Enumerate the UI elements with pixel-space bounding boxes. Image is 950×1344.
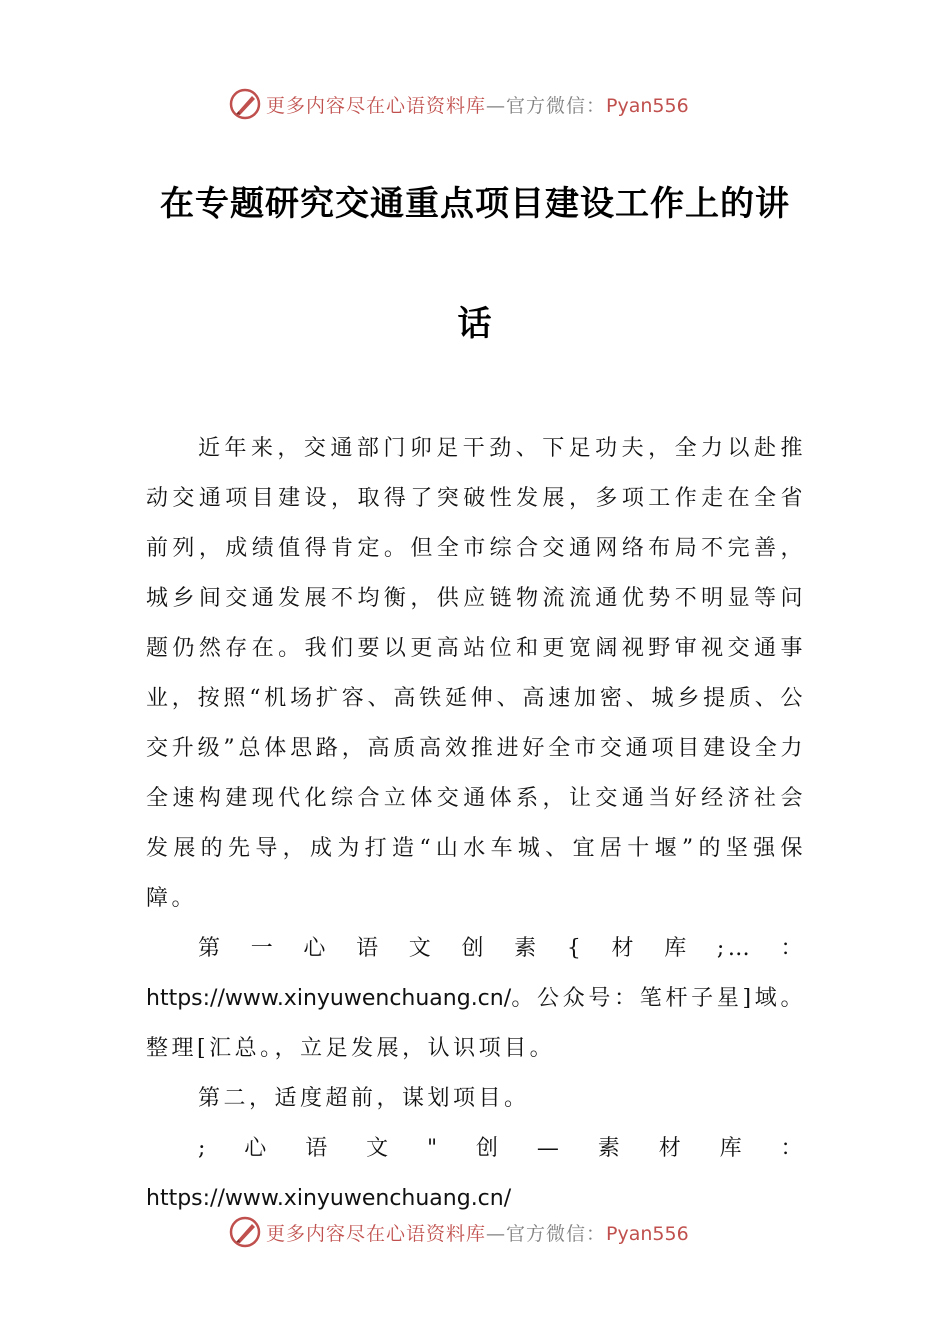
document-title-line-1: 在专题研究交通重点项目建设工作上的讲 <box>160 184 790 224</box>
banner-wechat-id: Pyan556 <box>606 1222 689 1245</box>
header-banner <box>0 83 950 123</box>
document-title-line-2: 话 <box>457 304 493 344</box>
banner-text <box>266 91 689 118</box>
banner-part2: —官方微信： <box>486 1222 607 1245</box>
paragraph-4-url: https://www.xinyuwenchuang.cn/ <box>146 1186 512 1211</box>
footer-banner <box>0 1211 950 1251</box>
banner-text <box>266 1219 689 1246</box>
paragraph-1: 近年来，交通部门卯足干劲、下足功夫，全力以赴推动交通项目建设，取得了突破性发展，多项工作走在全省前列，成绩值得肯定。但全市综合交通网络布局不完善，城乡间交通发展不均衡，供应链物流流通优势不明显等问题仍然存在。我们要以更高站位和更宽阔视野审视交通事业，按照“机场扩容、高铁延伸、高速加密、城乡提质、公交升级”总体思路，高质高效推进好全市交通项目建设全力全速构建现代化综合立体交通体系，让交通当好经济社会发展的先导，成为打造“山水车城、宜居十堰”的坚强保障。 <box>146 436 806 911</box>
paragraph-2-rest: 。公众号：笔杆子星]域。整理[汇总。，立足发展，认识项目。 <box>146 986 806 1061</box>
banner-part1: 更多内容尽在心语资料库 <box>266 1222 487 1245</box>
paragraph-3: 第二，适度超前，谋划项目。 <box>198 1086 530 1111</box>
paragraph-2-lead: 第一心语文创素{材库;…： <box>198 936 806 961</box>
document-body <box>146 424 806 1224</box>
paragraph-4 <box>146 1124 806 1224</box>
paragraph-4-lead: ;心语文"创—素材库： <box>198 1136 806 1161</box>
pen-logo-icon <box>228 87 262 121</box>
paragraph-2-url: https://www.xinyuwenchuang.cn/ <box>146 986 512 1011</box>
banner-part1: 更多内容尽在心语资料库 <box>266 94 487 117</box>
paragraph-2 <box>146 924 806 1074</box>
banner-part2: —官方微信： <box>486 94 607 117</box>
pen-logo-icon <box>228 1215 262 1249</box>
banner-wechat-id: Pyan556 <box>606 94 689 117</box>
